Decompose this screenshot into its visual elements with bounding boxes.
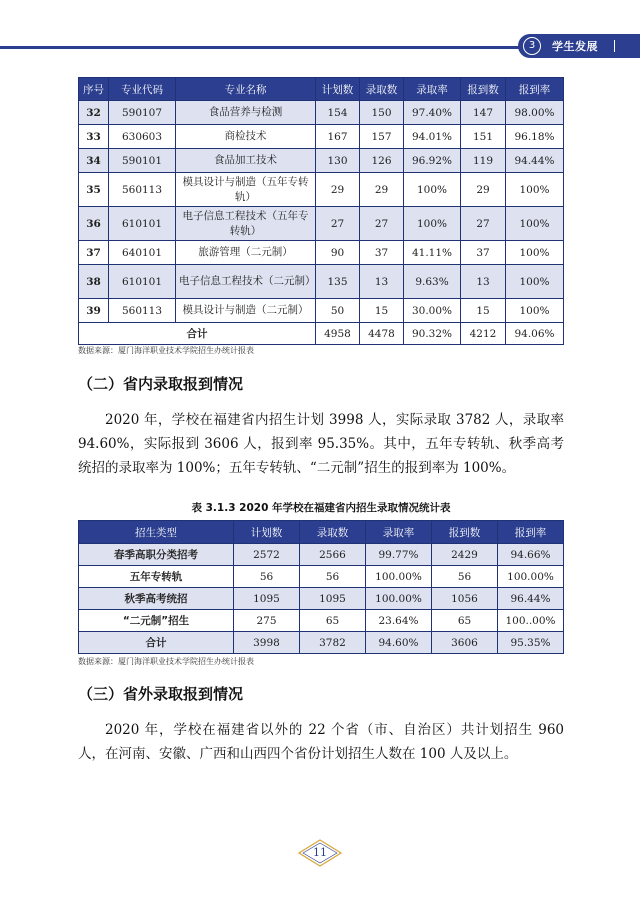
column-header: 报到率 xyxy=(498,521,564,544)
major-name: 电子信息工程技术（二元制） xyxy=(176,265,316,299)
admit-rate: 100% xyxy=(404,207,461,241)
table-row xyxy=(79,173,564,207)
plan-count: 29 xyxy=(316,173,360,207)
column-header: 报到数 xyxy=(432,521,498,544)
plan-count: 2572 xyxy=(234,544,300,566)
section2-paragraph: 2020 年，学校在福建省内招生计划 3998 人，实际录取 3782 人，录取率 94.60%，实际报到 3606 人，报到率 95.35%。其中，五年专转轨、秋季高考统招的录取率为 100%；五年专转轨、“二元制”招生的报到率为 100%。 xyxy=(78,412,564,476)
report-rate: 100.00% xyxy=(498,566,564,588)
major-name: 食品加工技术 xyxy=(176,149,316,173)
row-index: 36 xyxy=(79,207,109,241)
report-rate: 98.00% xyxy=(506,101,564,125)
total-report-rate: 94.06% xyxy=(506,323,564,345)
column-header: 录取率 xyxy=(366,521,432,544)
row-index: 37 xyxy=(79,241,109,265)
total-plan: 4958 xyxy=(316,323,360,345)
admit-count: 56 xyxy=(300,566,366,588)
page-number-badge xyxy=(297,838,343,868)
enroll-type: “二元制”招生 xyxy=(79,610,234,632)
total-admit-rate: 94.60% xyxy=(366,632,432,654)
report-rate: 94.44% xyxy=(506,149,564,173)
column-header: 招生类型 xyxy=(79,521,234,544)
table-row xyxy=(79,241,564,265)
admit-rate: 97.40% xyxy=(404,101,461,125)
plan-count: 275 xyxy=(234,610,300,632)
table-row xyxy=(79,207,564,241)
total-admit-rate: 90.32% xyxy=(404,323,461,345)
chapter-title: 学生发展 xyxy=(552,40,598,53)
admit-rate: 9.63% xyxy=(404,265,461,299)
total-report: 4212 xyxy=(461,323,506,345)
major-name: 电子信息工程技术（五年专转轨） xyxy=(176,207,316,241)
report-rate: 94.66% xyxy=(498,544,564,566)
row-index: 38 xyxy=(79,265,109,299)
admit-rate: 30.00% xyxy=(404,299,461,323)
section3-paragraph: 2020 年，学校在福建省以外的 22 个省（市、自治区）共计划招生 960 人，在河南、安徽、广西和山西四个省份计划招生人数在 100 人及以上。 xyxy=(78,722,564,762)
report-count: 15 xyxy=(461,299,506,323)
admit-count: 157 xyxy=(360,125,404,149)
admit-rate: 100.00% xyxy=(366,566,432,588)
report-count: 56 xyxy=(432,566,498,588)
table2-source: 数据来源：厦门海洋职业技术学院招生办统计报表 xyxy=(78,657,254,666)
report-count: 147 xyxy=(461,101,506,125)
plan-count: 154 xyxy=(316,101,360,125)
enroll-type: 秋季高考统招 xyxy=(79,588,234,610)
column-header: 计划数 xyxy=(234,521,300,544)
table-row xyxy=(79,610,564,632)
admit-rate: 94.01% xyxy=(404,125,461,149)
section3-heading: （三）省外录取报到情况 xyxy=(78,685,244,703)
report-count: 13 xyxy=(461,265,506,299)
column-header: 录取率 xyxy=(404,78,461,101)
table-row xyxy=(79,101,564,125)
major-name: 商检技术 xyxy=(176,125,316,149)
total-row xyxy=(79,323,564,345)
row-index: 32 xyxy=(79,101,109,125)
plan-count: 130 xyxy=(316,149,360,173)
admit-count: 29 xyxy=(360,173,404,207)
report-rate: 100% xyxy=(506,207,564,241)
chapter-divider xyxy=(614,40,615,52)
province-admission-table xyxy=(78,520,564,654)
column-header: 专业代码 xyxy=(109,78,176,101)
admit-count: 15 xyxy=(360,299,404,323)
major-code: 630603 xyxy=(109,125,176,149)
admit-rate: 100% xyxy=(404,173,461,207)
total-row xyxy=(79,632,564,654)
admit-count: 65 xyxy=(300,610,366,632)
table-header-row xyxy=(79,521,564,544)
total-admit: 4478 xyxy=(360,323,404,345)
admit-rate: 41.11% xyxy=(404,241,461,265)
report-rate: 100% xyxy=(506,173,564,207)
row-index: 34 xyxy=(79,149,109,173)
row-index: 39 xyxy=(79,299,109,323)
plan-count: 1095 xyxy=(234,588,300,610)
table-row xyxy=(79,566,564,588)
major-name: 模具设计与制造（二元制） xyxy=(176,299,316,323)
report-count: 29 xyxy=(461,173,506,207)
admit-rate: 23.64% xyxy=(366,610,432,632)
major-code: 590101 xyxy=(109,149,176,173)
admit-rate: 96.92% xyxy=(404,149,461,173)
table-row xyxy=(79,588,564,610)
column-header: 录取数 xyxy=(360,78,404,101)
table1-source: 数据来源：厦门海洋职业技术学院招生办统计报表 xyxy=(78,346,254,355)
column-header: 专业名称 xyxy=(176,78,316,101)
page-number: 11 xyxy=(313,846,327,859)
major-code: 610101 xyxy=(109,265,176,299)
column-header: 录取数 xyxy=(300,521,366,544)
admit-count: 1095 xyxy=(300,588,366,610)
admit-count: 13 xyxy=(360,265,404,299)
total-report: 3606 xyxy=(432,632,498,654)
plan-count: 50 xyxy=(316,299,360,323)
report-count: 1056 xyxy=(432,588,498,610)
chapter-tab xyxy=(518,34,640,58)
major-name: 旅游管理（二元制） xyxy=(176,241,316,265)
column-header: 序号 xyxy=(79,78,109,101)
major-code: 560113 xyxy=(109,173,176,207)
major-name: 食品营养与检测 xyxy=(176,101,316,125)
table-row xyxy=(79,149,564,173)
admit-rate: 99.77% xyxy=(366,544,432,566)
column-header: 报到数 xyxy=(461,78,506,101)
majors-admission-table xyxy=(78,77,564,345)
table-row xyxy=(79,265,564,299)
report-count: 27 xyxy=(461,207,506,241)
chapter-number: 3 xyxy=(523,37,541,55)
admit-count: 27 xyxy=(360,207,404,241)
report-count: 2429 xyxy=(432,544,498,566)
table-row xyxy=(79,125,564,149)
total-plan: 3998 xyxy=(234,632,300,654)
report-rate: 100% xyxy=(506,265,564,299)
table-row xyxy=(79,299,564,323)
major-name: 模具设计与制造（五年专转轨） xyxy=(176,173,316,207)
report-rate: 100% xyxy=(506,299,564,323)
enroll-type: 五年专转轨 xyxy=(79,566,234,588)
total-report-rate: 95.35% xyxy=(498,632,564,654)
enroll-type: 春季高职分类招考 xyxy=(79,544,234,566)
row-index: 33 xyxy=(79,125,109,149)
plan-count: 90 xyxy=(316,241,360,265)
section2-heading: （二）省内录取报到情况 xyxy=(78,375,244,393)
admit-count: 37 xyxy=(360,241,404,265)
column-header: 报到率 xyxy=(506,78,564,101)
major-code: 640101 xyxy=(109,241,176,265)
total-label: 合计 xyxy=(79,632,234,654)
report-rate: 96.44% xyxy=(498,588,564,610)
report-count: 151 xyxy=(461,125,506,149)
report-count: 119 xyxy=(461,149,506,173)
report-rate: 96.18% xyxy=(506,125,564,149)
total-admit: 3782 xyxy=(300,632,366,654)
plan-count: 167 xyxy=(316,125,360,149)
admit-count: 150 xyxy=(360,101,404,125)
report-count: 65 xyxy=(432,610,498,632)
row-index: 35 xyxy=(79,173,109,207)
table-header-row xyxy=(79,78,564,101)
plan-count: 135 xyxy=(316,265,360,299)
plan-count: 56 xyxy=(234,566,300,588)
major-code: 560113 xyxy=(109,299,176,323)
plan-count: 27 xyxy=(316,207,360,241)
admit-count: 126 xyxy=(360,149,404,173)
report-rate: 100..00% xyxy=(498,610,564,632)
table2-caption: 表 3.1.3 2020 年学校在福建省内招生录取情况统计表 xyxy=(191,502,451,514)
admit-rate: 100.00% xyxy=(366,588,432,610)
admit-count: 2566 xyxy=(300,544,366,566)
total-label: 合计 xyxy=(79,323,316,345)
column-header: 计划数 xyxy=(316,78,360,101)
table-row xyxy=(79,544,564,566)
major-code: 590107 xyxy=(109,101,176,125)
major-code: 610101 xyxy=(109,207,176,241)
report-count: 37 xyxy=(461,241,506,265)
report-rate: 100% xyxy=(506,241,564,265)
